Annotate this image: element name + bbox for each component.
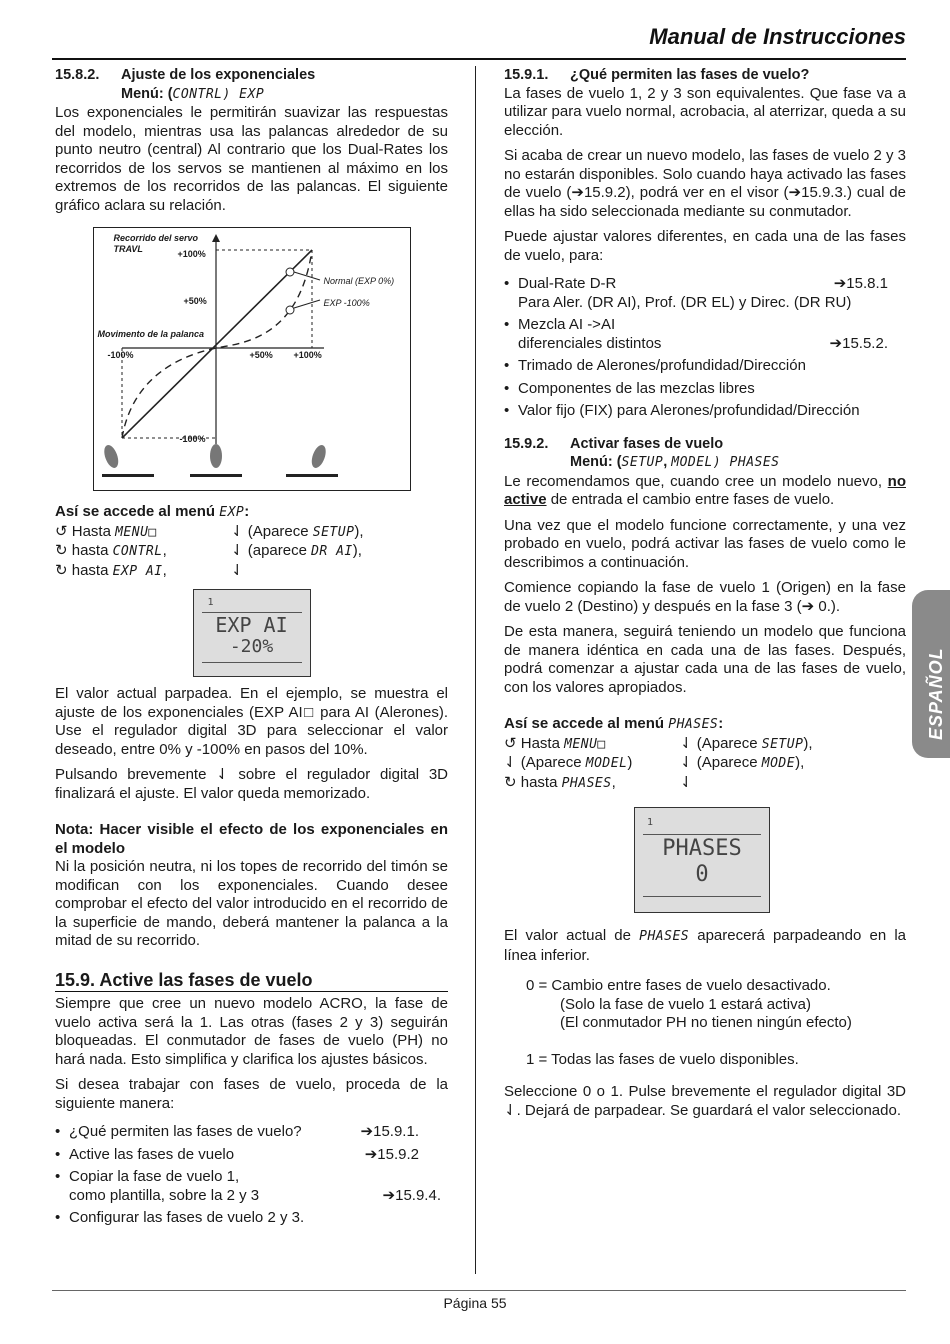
graph-legend-normal: Normal (EXP 0%) — [323, 276, 395, 286]
manual-title: Manual de Instrucciones — [649, 24, 906, 49]
paragraph-nuevo-modelo: Si acaba de crear un nuevo modelo, las fases de vuelo 2 y 3 no estarán disponibles. Solo cuando haya activado las fases de vuelo (➔15.9.2), podrá ver en el visor (➔15.9.3.) cual de ellas ha sido seleccionada mediante su conmutador. — [504, 147, 906, 220]
access-step-row: ↻ hasta EXP AI, ⇃ — [55, 561, 244, 579]
graph-x-tick-50: +50% — [249, 350, 273, 360]
left-column — [55, 66, 448, 1232]
subsection-15-9-2-menu: Menú: (SETUP, MODEL) PHASES — [570, 454, 780, 470]
phases-option-1: 1 = Todas las fases de vuelo disponibles. — [526, 1050, 799, 1068]
graph-legend-exp: EXP -100% — [323, 298, 370, 308]
access-step-row: ↻ hasta PHASES, ⇃ — [504, 773, 693, 791]
right-column — [504, 66, 906, 1120]
column-divider — [475, 66, 476, 1274]
paragraph-fases-equivalentes: La fases de vuelo 1, 2 y 3 son equivalentes. Que fase va a utilizar para vuelo normal, acrobacia, al aterrizar, queda a su elección. — [504, 84, 906, 139]
list-item: • Mezcla AI ->AI diferenciales distintos ➔15.5.2. — [504, 316, 906, 353]
access-phases-title: Así se accede al menú PHASES: — [504, 715, 724, 732]
paragraph-una-vez: Una vez que el modelo funcione correctamente, y una vez probado en vuelo, podrá activar las fases de vuelo como le describimos a continuación. — [504, 516, 906, 571]
list-item: • Active las fases de vuelo ➔15.9.2 — [55, 1146, 448, 1165]
paragraph-de-esta-manera: De esta manera, seguirá teniendo un modelo que funciona de manera idéntica en cada una de las fases. Después, podrá comenzar a ajustar cada una de las fases de vuelo, con los valores apropiados. — [504, 623, 906, 696]
lcd-value: 0 — [695, 862, 709, 887]
access-exp-title: Así se accede al menú EXP: — [55, 503, 250, 520]
graph-x-axis-title: Movimento de la palanca — [97, 329, 205, 339]
paragraph-fase-activa: Siempre que cree un nuevo modelo ACRO, la fase de vuelo activa será la 1. Las otras (fases 2 y 3) seguirán bloqueadas. El conmutador de fases de vuelo (PH) no hará nada. Esto simplifica y clarifica los ajustes básicos. — [55, 995, 448, 1068]
list-item: • ¿Qué permiten las fases de vuelo? ➔15.9.1. — [55, 1123, 448, 1142]
subsection-15-8-2-menu: Menú: (CONTRL) EXP — [121, 85, 265, 102]
list-item: • Copiar la fase de vuelo 1, como plantilla, sobre la 2 y 3 ➔15.9.4. — [55, 1168, 448, 1205]
access-phases-steps — [504, 735, 906, 794]
paragraph-seleccione: Seleccione 0 o 1. Pulse brevemente el regulador digital 3D ⇃. Dejará de parpadear. Se guardará el valor seleccionado. — [504, 1083, 906, 1119]
access-step-row: ↺ Hasta MENU□ ⇃ (Aparece SETUP), — [504, 734, 813, 752]
access-exp-steps — [55, 523, 448, 582]
graph-y-tick-100: +100% — [177, 249, 206, 259]
graph-x-tick-neg100: -100% — [107, 350, 134, 360]
lcd-menu-text: PHASES — [662, 836, 742, 861]
graph-y-tick-neg100: -100% — [179, 434, 206, 444]
lcd-phase-number: 1 — [647, 817, 654, 828]
subsection-15-9-1-heading: 15.9.1. ¿Qué permiten las fases de vuelo? — [504, 67, 810, 83]
paragraph-valores-diferentes: Puede ajustar valores diferentes, en cada una de las fases de vuelo, para: — [504, 228, 906, 264]
list-item: • Dual-Rate D-R ➔15.8.1 Para Aler. (DR AI), Prof. (DR EL) y Direc. (DR RU) — [504, 275, 906, 312]
paragraph-comience: Comience copiando la fase de vuelo 1 (Origen) en la fase de vuelo 2 (Destino) y después en la fase 3 (➔ 0.). — [504, 579, 906, 615]
lcd-menu-text: EXP AI — [215, 613, 288, 637]
lcd-value: -20% — [229, 636, 274, 657]
list-item: • Valor fijo (FIX) para Alerones/profundidad/Dirección — [504, 402, 906, 421]
section-15-9-heading: 15.9. Active las fases de vuelo — [55, 971, 448, 993]
graph-y-axis-title: Recorrido del servo TRAVL — [113, 233, 199, 254]
lcd-phase-number: 1 — [207, 597, 214, 608]
page-number: Página 55 — [443, 1295, 507, 1311]
steps-list — [55, 1123, 448, 1228]
paragraph-proceda: Si desea trabajar con fases de vuelo, proceda de la siguiente manera: — [55, 1076, 448, 1112]
access-step-row: ↺ Hasta MENU□ ⇃ (Aparece SETUP), — [55, 522, 364, 540]
list-item: • Configurar las fases de vuelo 2 y 3. — [55, 1209, 448, 1228]
language-tab — [912, 590, 950, 758]
graph-y-tick-50: +50% — [183, 296, 207, 306]
phase-settings-list — [504, 275, 906, 421]
note-body: Ni la posición neutra, ni los topes de recorrido del timón se modifican con los exponenciales. Cuando desee comprobar el efecto del valor introducido en el recorrido de la superficie de mando, deberá mantener la palanca a la mitad de su recorrido. — [55, 858, 448, 949]
paragraph-pulsando: Pulsando brevemente ⇃ sobre el regulador digital 3D finalizará el ajuste. El valor queda memorizado. — [55, 766, 448, 802]
paragraph-valor-phases: El valor actual de PHASES aparecerá parpadeando en la línea inferior. — [504, 927, 906, 964]
note-title: Nota: Hacer visible el efecto de los exponenciales en el modelo — [55, 821, 448, 857]
access-step-row: ↻ hasta CONTRL, ⇃ (aparece DR AI), — [55, 542, 362, 559]
expo-curve-graph — [93, 227, 411, 491]
lcd-exp-ai-display — [193, 589, 311, 677]
graph-x-tick-100: +100% — [293, 350, 322, 360]
subsection-15-9-2-heading: 15.9.2. Activar fases de vuelo — [504, 435, 724, 452]
paragraph-valor-actual: El valor actual parpadea. En el ejemplo, se muestra el ajuste de los exponenciales (EXP AI□ para AI (Alerones). Use el regulador digital 3D para seleccionar el valor deseado, entre 0% y -100% en pasos del 10%. — [55, 685, 448, 758]
lcd-phases-display — [634, 807, 770, 913]
list-item: • Trimado de Alerones/profundidad/Dirección — [504, 357, 906, 376]
paragraph-recomendamos: Le recomendamos que, cuando cree un modelo nuevo, no active de entrada el cambio entre fases de vuelo. — [504, 472, 906, 508]
paragraph-exponenciales-intro: Los exponenciales le permitirán suavizar las respuestas del modelo, mientras usa las palancas alrededor de su punto neutro (central) Al contrario que los Dual-Rates los recorridos de los servos se mantienen al máximo en los extremos de los recorridos de las palancas. El siguiente gráfico aclara su relación. — [55, 104, 448, 214]
access-step-row: ⇃ (Aparece MODEL) ⇃ (Aparece MODE), — [504, 754, 805, 771]
footer-rule — [52, 1290, 906, 1291]
header-rule — [52, 58, 906, 60]
language-tab-label: ESPAÑOL — [926, 647, 946, 740]
phases-option-0: 0 = Cambio entre fases de vuelo desactivado. (Solo la fase de vuelo 1 estará activa) (El conmutador PH no tienen ningún efecto) — [526, 977, 852, 1031]
list-item: • Componentes de las mezclas libres — [504, 380, 906, 399]
subsection-15-8-2-heading: 15.8.2. Ajuste de los exponenciales — [55, 67, 316, 83]
